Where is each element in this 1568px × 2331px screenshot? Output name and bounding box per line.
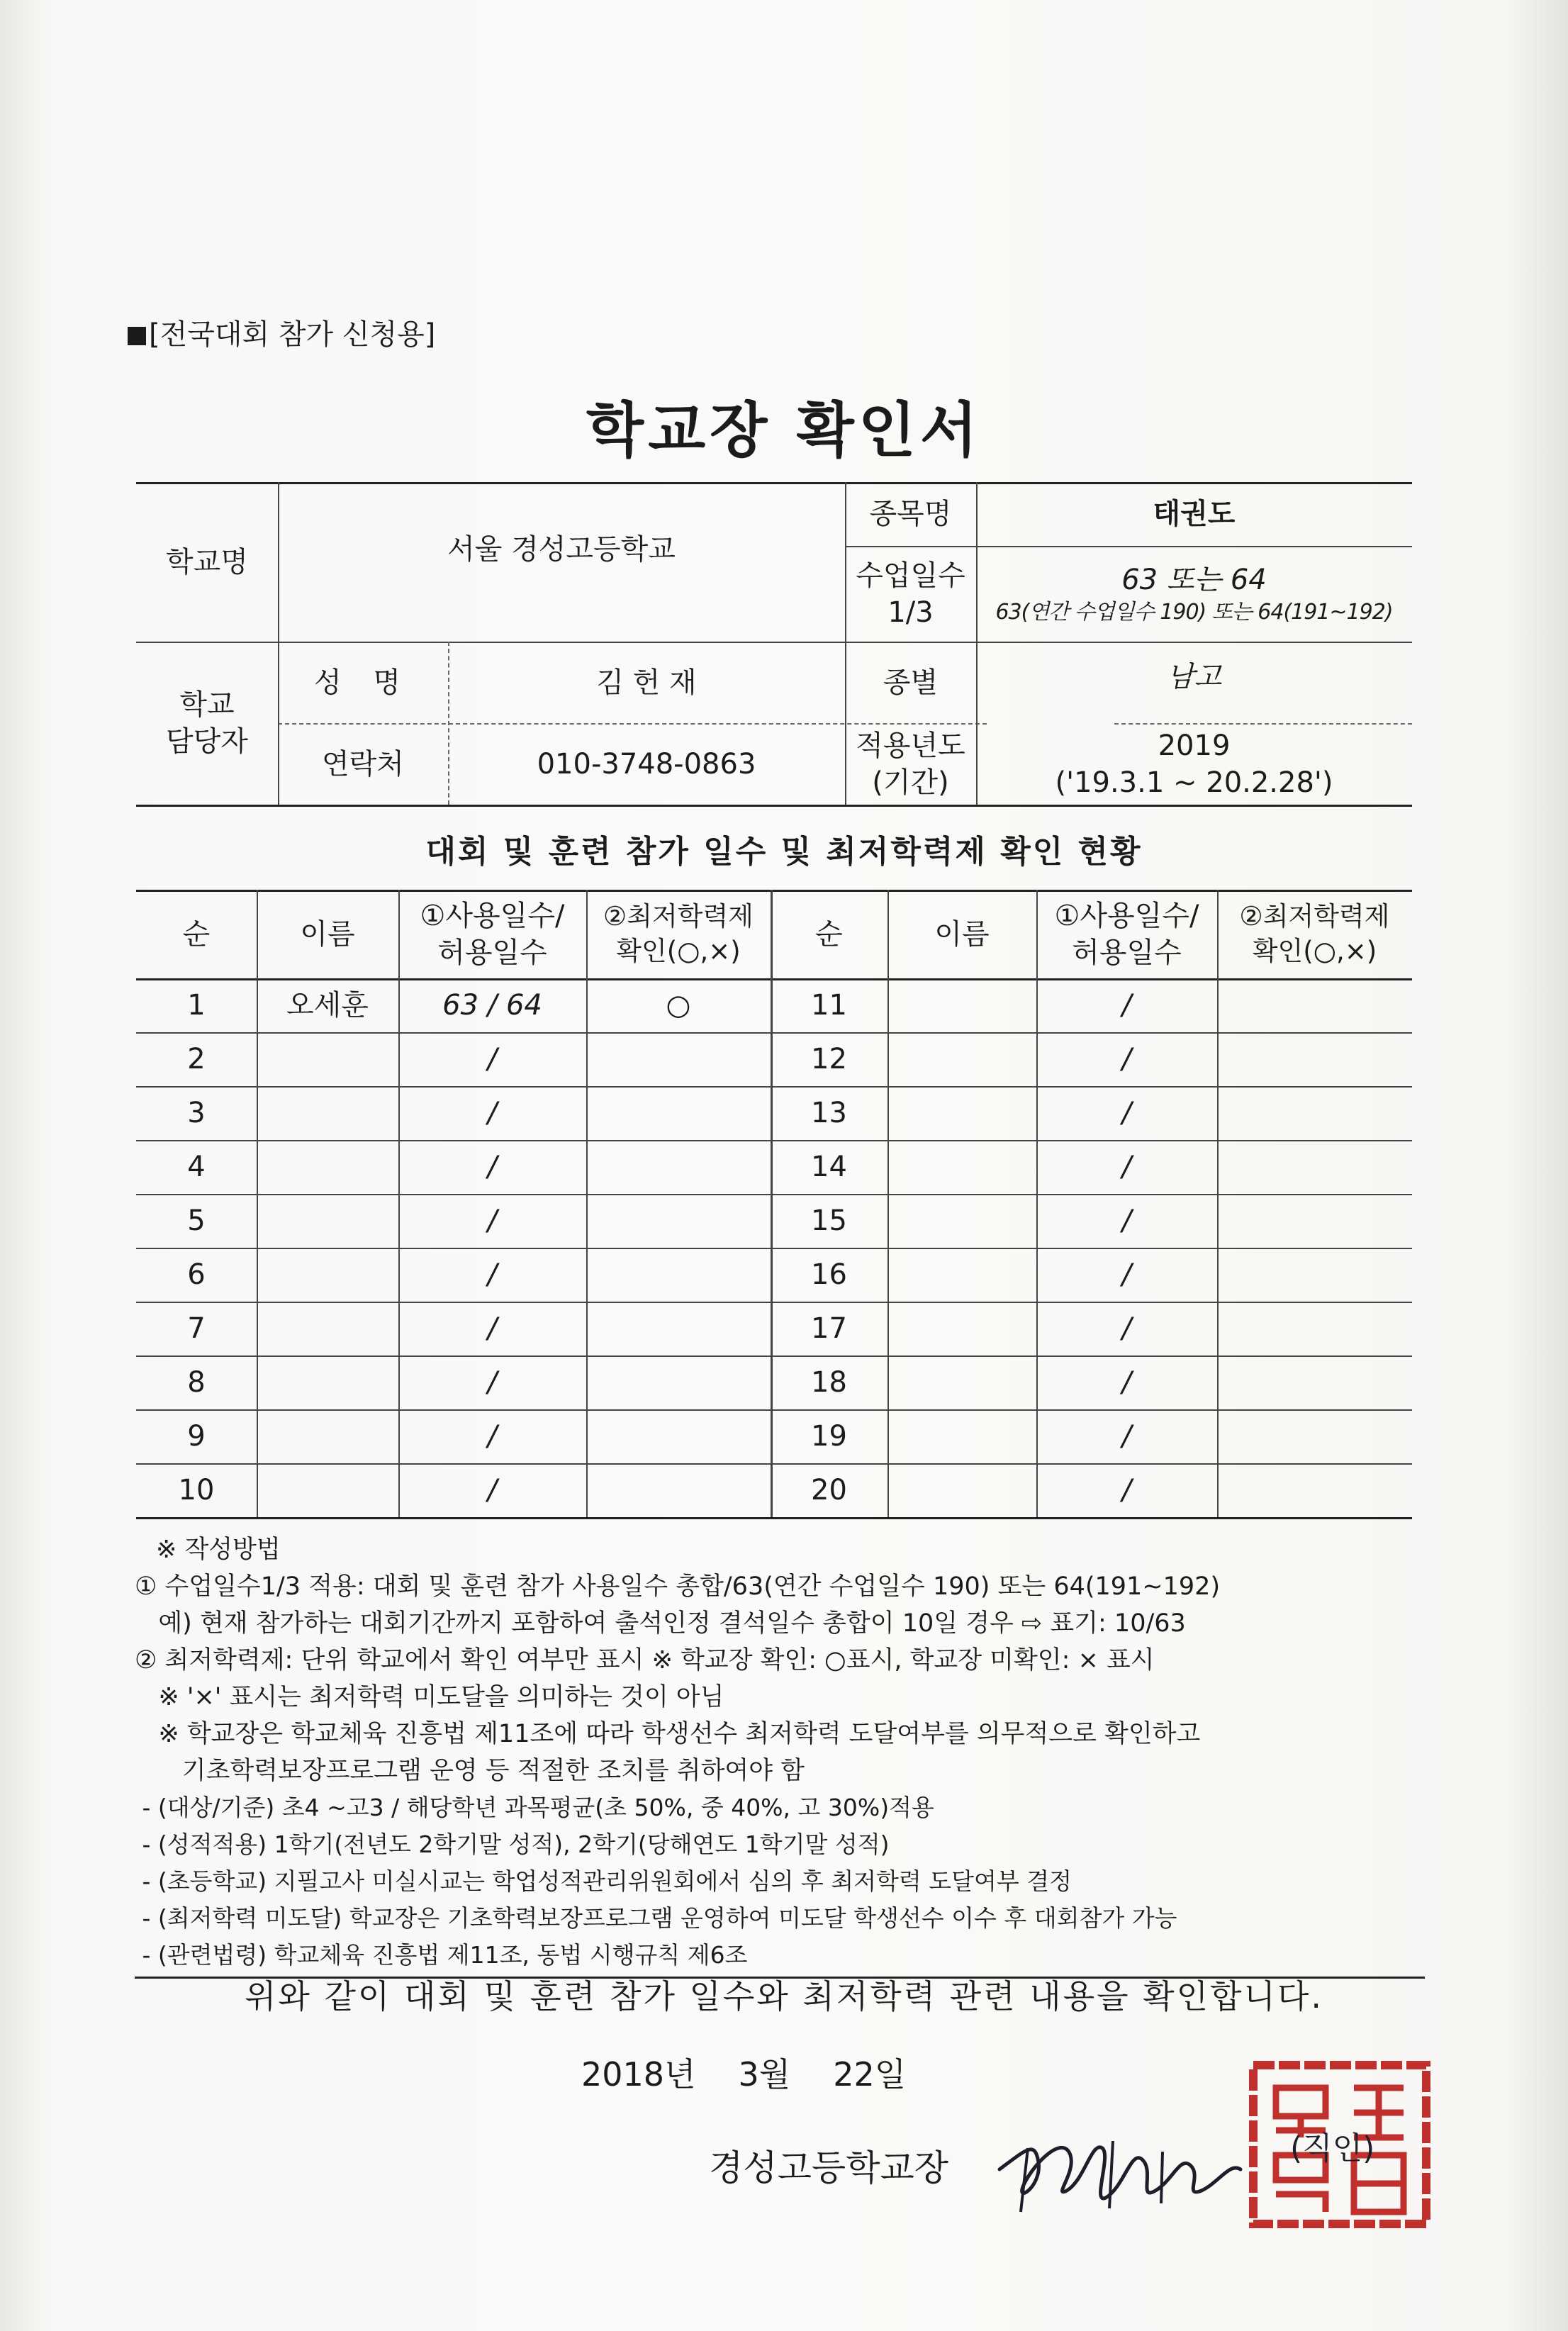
row-name [257, 1409, 398, 1463]
row-name [887, 1409, 1036, 1463]
table-row [136, 1140, 1412, 1194]
row-no: 13 [811, 1097, 847, 1129]
row-name [257, 1086, 398, 1140]
row-name [887, 1032, 1036, 1086]
row-days: / [1121, 1258, 1132, 1291]
row-days: / [1121, 1204, 1132, 1237]
row-days: / [1121, 1312, 1132, 1345]
row-check [586, 1248, 771, 1302]
row-days: / [487, 1258, 498, 1291]
note-line: - (관련법령) 학교체육 진흥법 제11조, 동법 시행규칙 제6조 [135, 1937, 1425, 1979]
year-value: 2019 ('19.3.1 ~ 20.2.28') [1055, 729, 1333, 799]
year-label: 적용년도 (기간) [856, 729, 965, 799]
row-name [257, 1140, 398, 1194]
row-no: 6 [187, 1258, 206, 1291]
row-check [586, 1140, 771, 1194]
row-check [586, 1032, 771, 1086]
table-row [136, 1194, 1412, 1248]
row-check [586, 1086, 771, 1140]
row-no: 8 [187, 1366, 206, 1399]
row-no: 10 [178, 1474, 215, 1507]
row-no: 19 [811, 1420, 847, 1453]
section-title: 대회 및 훈련 참가 일수 및 최저학력제 확인 현황 [425, 834, 1143, 870]
table-row [136, 1409, 1412, 1463]
row-no: 3 [187, 1097, 206, 1129]
row-no: 11 [811, 989, 847, 1022]
row-days: / [487, 1474, 498, 1507]
row-no: 5 [187, 1204, 206, 1237]
row-check [1217, 1194, 1412, 1248]
row-check [1217, 1302, 1412, 1355]
row-name [887, 1248, 1036, 1302]
name-label: 성 명 [314, 666, 412, 699]
days-label: 수업일수 1/3 [856, 559, 965, 629]
category-value: 남고 [1166, 661, 1222, 693]
row-check [1217, 1032, 1412, 1086]
row-check: ○ [666, 989, 691, 1022]
row-check [586, 1463, 771, 1517]
row-days: / [487, 1151, 498, 1183]
row-check [1217, 1355, 1412, 1409]
note-line: ① 수업일수1/3 적용: 대회 및 훈련 참가 사용일수 총합/63(연간 수업일수 190) 또는 64(191~192) [135, 1572, 1221, 1601]
page-title: 학교장 확인서 [586, 396, 982, 465]
row-no: 16 [811, 1258, 847, 1291]
row-days: / [487, 1043, 498, 1075]
row-name [887, 1355, 1036, 1409]
row-no: 17 [811, 1312, 847, 1345]
row-check [586, 1409, 771, 1463]
row-name [887, 978, 1036, 1032]
row-check [1217, 1086, 1412, 1140]
row-name: 오세훈 [286, 989, 369, 1022]
table-row [136, 1302, 1412, 1355]
table-row [136, 1355, 1412, 1409]
col-min-right: ②최저학력제 확인(○,×) [1239, 901, 1390, 966]
signer-title: 경성고등학교장 [709, 2147, 949, 2189]
note-line: ② 최저학력제: 단위 학교에서 확인 여부만 표시 ※ 학교장 확인: ○표시, 학교장 미확인: × 표시 [135, 1646, 1155, 1675]
manager-label: 학교 담당자 [166, 688, 248, 758]
row-name [887, 1086, 1036, 1140]
row-no: 12 [811, 1043, 847, 1075]
note-line: 예) 현재 참가하는 대회기간까지 포함하여 출석인정 결석일수 총합이 10일 경우 ⇨ 표기: 10/63 [135, 1609, 1186, 1638]
col-days-right: ①사용일수/ 허용일수 [1054, 899, 1199, 969]
col-no: 순 [182, 917, 211, 951]
row-name [887, 1463, 1036, 1517]
row-days: / [1121, 1474, 1132, 1507]
contact-value: 010-3748-0863 [537, 747, 756, 781]
row-no: 2 [187, 1043, 206, 1075]
contact-label: 연락처 [322, 747, 404, 781]
table-row [136, 1248, 1412, 1302]
row-days: / [487, 1097, 498, 1129]
row-check [1217, 1140, 1412, 1194]
row-name [887, 1194, 1036, 1248]
row-days: / [487, 1312, 498, 1345]
note-line: ※ 학교장은 학교체육 진흥법 제11조에 따라 학생선수 최저학력 도달여부를 의무적으로 확인하고 [135, 1720, 1201, 1748]
info-table [136, 468, 1412, 808]
row-no: 18 [811, 1366, 847, 1399]
confirm-text: 위와 같이 대회 및 훈련 참가 일수와 최저학력 관련 내용을 확인합니다. [244, 1977, 1324, 2016]
row-check [1217, 978, 1412, 1032]
issue-date: 2018년 3월 22일 [581, 2055, 907, 2094]
row-name [257, 1032, 398, 1086]
note-line: ※ '×' 표시는 최저학력 미도달을 의미하는 것이 아님 [135, 1683, 724, 1711]
row-no: 14 [811, 1151, 847, 1183]
table-header-row [136, 890, 1412, 978]
row-name [257, 1194, 398, 1248]
row-days: / [1121, 1366, 1132, 1399]
note-line: ※ 작성방법 [156, 1536, 281, 1564]
table-row [136, 1032, 1412, 1086]
row-name [887, 1140, 1036, 1194]
official-seal [1248, 2059, 1432, 2230]
row-check [586, 1302, 771, 1355]
seal-mark-text: (직인) [1290, 2130, 1375, 2167]
note-line: - (초등학교) 지필고사 미실시교는 학업성적관리위원회에서 심의 후 최저학력 도달여부 결정 [135, 1867, 1073, 1895]
col-no-right: 순 [815, 917, 843, 951]
col-name: 이름 [300, 917, 355, 951]
row-no: 15 [811, 1204, 847, 1237]
row-no: 20 [811, 1474, 847, 1507]
category-label: 종별 [883, 666, 939, 699]
row-name [887, 1302, 1036, 1355]
row-name [257, 1302, 398, 1355]
note-line: - (대상/기준) 초4 ~고3 / 해당학년 과목평균(초 50%, 중 40%, 고 30%)적용 [135, 1794, 934, 1821]
table-row [136, 978, 1412, 1032]
table-row [136, 1463, 1412, 1517]
row-days: / [487, 1204, 498, 1237]
row-check [1217, 1248, 1412, 1302]
row-days: / [1121, 1097, 1132, 1129]
row-days: / [1121, 1420, 1132, 1453]
days-value: 63 또는 64 63(연간 수업일수 190) 또는 64(191~192) [995, 564, 1393, 625]
table-row [136, 1086, 1412, 1140]
note-line: - (성적적용) 1학기(전년도 2학기말 성적), 2학기(당해연도 1학기말 성적) [135, 1830, 890, 1858]
sport-value: 태권도 [1153, 498, 1236, 530]
row-no: 4 [187, 1151, 206, 1183]
row-no: 1 [187, 989, 206, 1022]
col-name-right: 이름 [934, 917, 990, 951]
row-no: 9 [187, 1420, 206, 1453]
note-line: 기초학력보장프로그램 운영 등 적절한 조치를 취하여야 함 [135, 1757, 805, 1785]
row-days: / [1121, 1151, 1132, 1183]
row-check [1217, 1463, 1412, 1517]
row-days: / [487, 1366, 498, 1399]
handwritten-signature [985, 2120, 1269, 2226]
row-name [257, 1248, 398, 1302]
sport-label: 종목명 [869, 498, 952, 530]
instructions [135, 1531, 1425, 1979]
row-name [257, 1355, 398, 1409]
school-label: 학교명 [166, 545, 248, 578]
col-min: ②최저학력제 확인(○,×) [603, 901, 754, 966]
form-tag: [전국대회 참가 신청용] [128, 312, 435, 352]
row-check [1217, 1409, 1412, 1463]
note-line: - (최저학력 미도달) 학교장은 기초학력보장프로그램 운영하여 미도달 학생선수 이수 후 대회참가 가능 [135, 1904, 1177, 1932]
col-days: ①사용일수/ 허용일수 [420, 899, 565, 969]
row-days: / [1121, 1043, 1132, 1075]
row-days: / [487, 1420, 498, 1453]
name-value: 김 헌 재 [596, 666, 697, 699]
row-days: / [1121, 989, 1132, 1022]
row-check [586, 1355, 771, 1409]
row-days: 63 / 64 [442, 989, 542, 1022]
school-name: 서울 경성고등학교 [447, 533, 676, 566]
row-check [586, 1194, 771, 1248]
row-no: 7 [187, 1312, 206, 1345]
row-name [257, 1463, 398, 1517]
